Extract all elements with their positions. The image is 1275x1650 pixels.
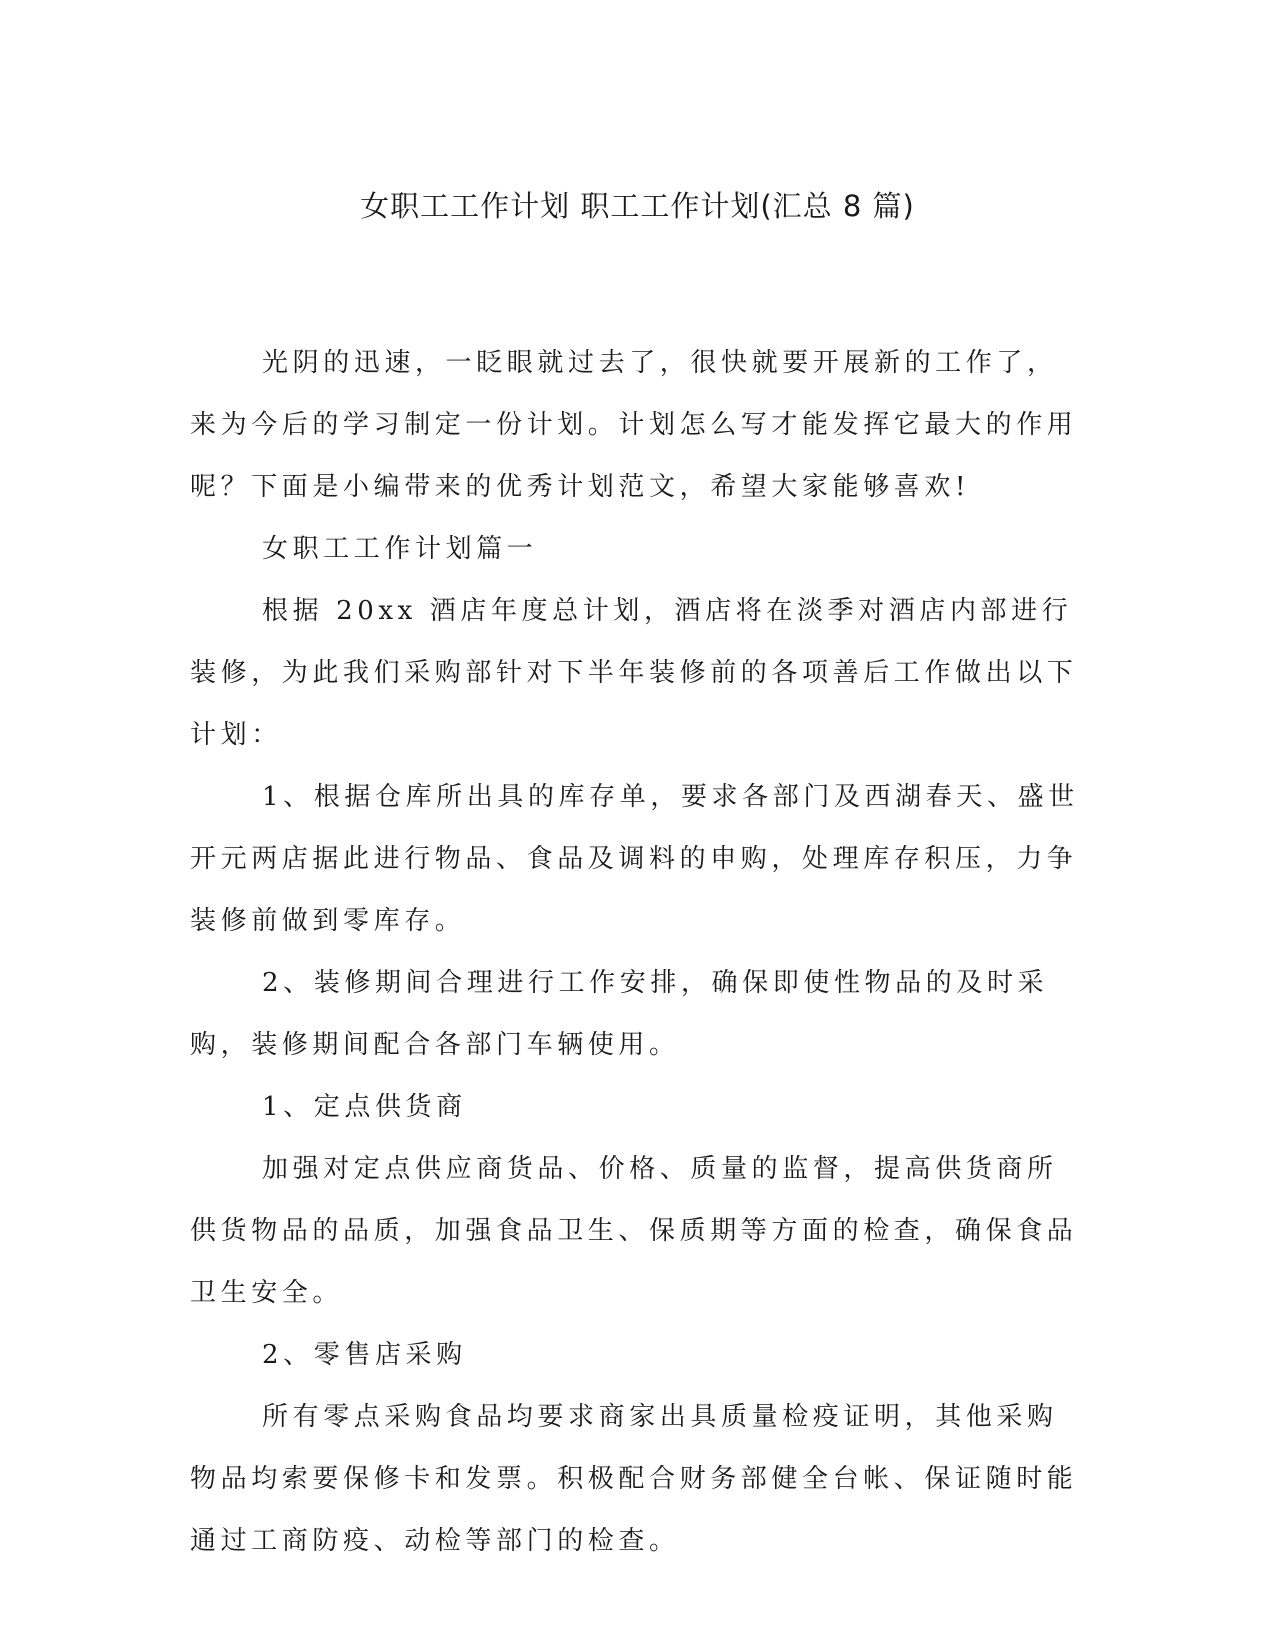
document-title: 女职工工作计划 职工工作计划(汇总 8 篇) <box>360 189 915 223</box>
body-paragraph: 加强对定点供应商货品、价格、质量的监督，提高供货商所供货物品的品质，加强食品卫生、保质期等方面的检查，确保食品卫生安全。 <box>190 1154 1078 1308</box>
subheading: 2、零售店采购 <box>262 1340 467 1370</box>
list-item: 2、装修期间合理进行工作安排，确保即使性物品的及时采购，装修期间配合各部门车辆使用。 <box>190 968 1049 1060</box>
intro-paragraph: 光阴的迅速，一眨眼就过去了，很快就要开展新的工作了，来为今后的学习制定一份计划。计划怎么写才能发挥它最大的作用呢？下面是小编带来的优秀计划范文，希望大家能够喜欢! <box>190 348 1078 502</box>
body-paragraph: 根据 20xx 酒店年度总计划，酒店将在淡季对酒店内部进行装修，为此我们采购部针对下半年装修前的各项善后工作做出以下计划： <box>190 596 1078 750</box>
section-heading: 女职工工作计划篇一 <box>262 534 538 564</box>
subheading: 1、定点供货商 <box>262 1092 467 1122</box>
document-body <box>190 332 1082 1572</box>
body-paragraph: 所有零点采购食品均要求商家出具质量检疫证明，其他采购物品均索要保修卡和发票。积极配合财务部健全台帐、保证随时能通过工商防疫、动检等部门的检查。 <box>190 1402 1078 1556</box>
list-item: 1、根据仓库所出具的库存单，要求各部门及西湖春天、盛世开元两店据此进行物品、食品及调料的申购，处理库存积压，力争装修前做到零库存。 <box>190 782 1079 936</box>
